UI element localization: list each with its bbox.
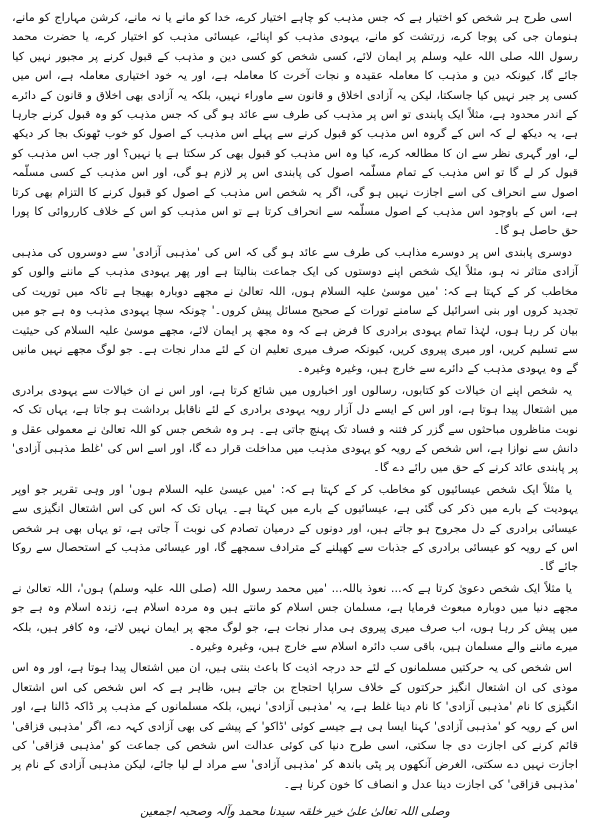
paragraph-muslim-example: یا مثلاً ایک شخص دعویٰ کرتا ہے کہ... نعوذ باللہ... 'میں محمد رسول اللہ (صلی اللہ علیہ وسلم) ہوں'، اللہ تعالیٰ نے مجھے دنیا میں دوبارہ مبعوث فرمایا ہے، مسلمان جس اسلام کو مانتے ہیں وہ مردہ اسلام ہے، زندہ اسلام وہ ہے جو میں پیش کر رہا ہوں، اب صرف میری پیروی ہی مدار نجات ہے، جو لوگ مجھ پر ایمان نہیں لاتے، وہ کافر ہیں، بلکہ میرے ماننے والے مسلمان ہیں، باقی سب دائرہ اسلام سے خارج ہیں، وغیرہ وغیرہ۔ <box>12 581 578 653</box>
paragraph-religious-freedom: اسی طرح ہر شخص کو اختیار ہے کہ جس مذہب کو چاہے اختیار کرے، خدا کو مانے یا نہ مانے، کرشن مہاراج کو مانے، ہنومان جی کی پوجا کرے، زرتشت کو مانے، یہودی مذہب کو اپنائے، عیسائی مذہب کو اختیار کرے، یا حضرت محمد رسول اللہ صلی اللہ علیہ وسلم پر ایمان لائے، کسی شخص کو کسی دین و مذہب کے قبول کرنے پر مجبور نہیں کیا جائے گا، کیونکہ دین و مذہب کا معاملہ عقیدہ و نجات آخرت کا معاملہ ہے، اور یہ خود اختیاری معاملہ ہے، اس میں کسی پر جبر نہیں کیا جاسکتا، لیکن یہ آزادی اخلاق و قانون سے ماوراء نہیں، بلکہ یہ آزادی بھی اخلاق و قانون کے دائرے کے اندر محدود ہے، مثلاً ایک پابندی تو اس پر مذہب کی طرف سے عائد ہو گی کہ جس مذہب کو وہ قبول کرنے جارہا ہے، یہ دیکھ لے کہ اس کے گروہ اس مذہب کو قبول کرنے سے پہلے اس مذہب کے اصول کو خوب ٹھونک بجا کر دیکھ لے، اور گہری نظر سے ان کا مطالعہ کرے، کیا وہ اس مذہب کو قبول بھی کر سکتا ہے یا نہیں؟ اور جب اس مذہب کو قبول کر لے گا تو اس مذہب کے تمام مسلّمہ اصول کی پابندی اس پر لازم ہو گی، اور اس مذہب کے کسی مسلّمہ اصول سے انحراف کی اسے اجازت نہیں ہو گی، اگر یہ شخص اس مذہب کے اصول کو قبول کرنے کا التزام بھی کرتا ہے، اس کے باوجود اس مذہب کے اصول مسلّمہ سے انحراف کرتا ہے تو اس مذہب کو اس کے خلاف کارروائی کا پورا حق حاصل ہو گا۔ <box>12 11 578 238</box>
paragraph-jewish-example: یہ شخص اپنے ان خیالات کو کتابوں، رسالوں اور اخباروں میں شائع کرتا ہے، اور اس نے ان خیالات سے یہودی برادری میں اشتعال پیدا ہوتا ہے، اور اس کے ایسے دل آزار رویہ یہودی برادری کے لئے ناقابل برداشت ہو جاتا ہے، یہاں تک کہ نوبت مناظروں مباحثوں سے گزر کر فتنہ و فساد تک پہنچ جاتی ہے۔ ہر وہ شخص جس کو اللہ تعالیٰ نے معمولی عقل و دانش سے نوازا ہے، اس شخص کے رویہ کو یہودی مذہب میں مداخلت قرار دے گا، اور اسے اس کی 'غلط مذہبی آزادی' پر پابندی عائد کرنے کے حق میں رائے دے گا۔ <box>12 383 578 475</box>
document-page <box>12 8 578 819</box>
paragraph-christian-example: یا مثلاً ایک شخص عیسائیوں کو مخاطب کر کے کہتا ہے کہ: 'میں عیسیٰ علیہ السلام ہوں' اور وہی تقریر جو اوپر یہودیت کے بارے میں ذکر کی گئی ہے، عیسائیوں کے بارے میں کہتا ہے۔ یہاں تک کہ اس کی اس اشتعال انگیزی سے عیسائی برادری کے دل مجروح ہو جاتے ہیں، اور دونوں کے درمیان تصادم کی نوبت آ جاتی ہے، تو یہاں بھی ہر شخص اس کے رویہ کو عیسائی برادری کے جذبات سے کھیلنے کے مترادف سمجھے گا، اور عیسائی مذہب کے استحصال سے روکا جائے گا۔ <box>12 482 578 574</box>
closing-benediction: وصلی اللہ تعالیٰ علیٰ خیر خلقہ سیدنا محمد وآلہ وصحبہ اجمعین <box>140 804 450 819</box>
paragraph-conclusion: اس شخص کی یہ حرکتیں مسلمانوں کے لئے حد درجہ اذیت کا باعث بنتی ہیں، ان میں اشتعال پیدا ہوتا ہے، اور وہ اس موذی کی ان اشتعال انگیز حرکتوں کے خلاف سراپا احتجاج بن جاتے ہیں، ظاہر ہے کہ اس شخص کی اس اشتعال انگیزی کا نام 'مذہبی آزادی' کا نام دینا غلط ہے، یہ 'مذہبی آزادی' نہیں، بلکہ مسلمانوں کے مذہب پر ڈاکہ ڈالنا ہے، اور اس کے رویہ کو 'مذہبی آزادی' کہنا ایسا ہی ہے جیسے کوئی 'ڈاکو' کے پیشے کی بھی آزادی کہہ دے، اگر 'مذہبی قزاقی' قائم کرنے کی اجازت دی جا سکتی، اسی طرح دنیا کی کوئی عدالت اس شخص کی جماعت کو 'مذہبی قزاقی' کی اجازت نہیں دے سکتی، الغرض آنکھوں پر پٹی باندھ کر 'مذہبی آزادی' سے مراد لے لیا جائے، لیکن مذہبی آزادی کے نام پر 'مذہبی قزاقی' کی اجازت دینا عدل و انصاف کا خون کرنا ہے۔ <box>12 661 578 791</box>
paragraph-second-restriction: دوسری پابندی اس پر دوسرے مذاہب کی طرف سے عائد ہو گی کہ اس کی 'مذہبی آزادی' سے دوسروں کی مذہبی آزادی متاثر نہ ہو، مثلاً ایک شخص اپنے دوستوں کی ایک جماعت بنالیتا ہے اور پھر یہودی مذہب کے ماننے والوں کو مخاطب کر کے کہتا ہے کہ: 'میں موسیٰ علیہ السلام ہوں، اللہ تعالیٰ نے مجھے دوبارہ بھیجا ہے تاکہ میں توریت کی تجدید کروں اور بنی اسرائیل کے سامنے تورات کے صحیح مسائل پیش کروں۔' چونکہ سچا یہودی مذہب وہ ہے جو میں بیان کر رہا ہوں، لہٰذا تمام یہودی برادری کا فرض ہے کہ وہ مجھ پر ایمان لائے، مجھے موسیٰ علیہ السلام کی حیثیت سے تسلیم کریں، اور میری پیروی کریں، کیونکہ صرف میری تعلیم ان کے لئے مدار نجات ہے۔ جو لوگ مجھے نہیں مانیں گے وہ یہودی مذہب کے دائرے سے خارج ہیں، وغیرہ وغیرہ۔ <box>12 245 578 376</box>
